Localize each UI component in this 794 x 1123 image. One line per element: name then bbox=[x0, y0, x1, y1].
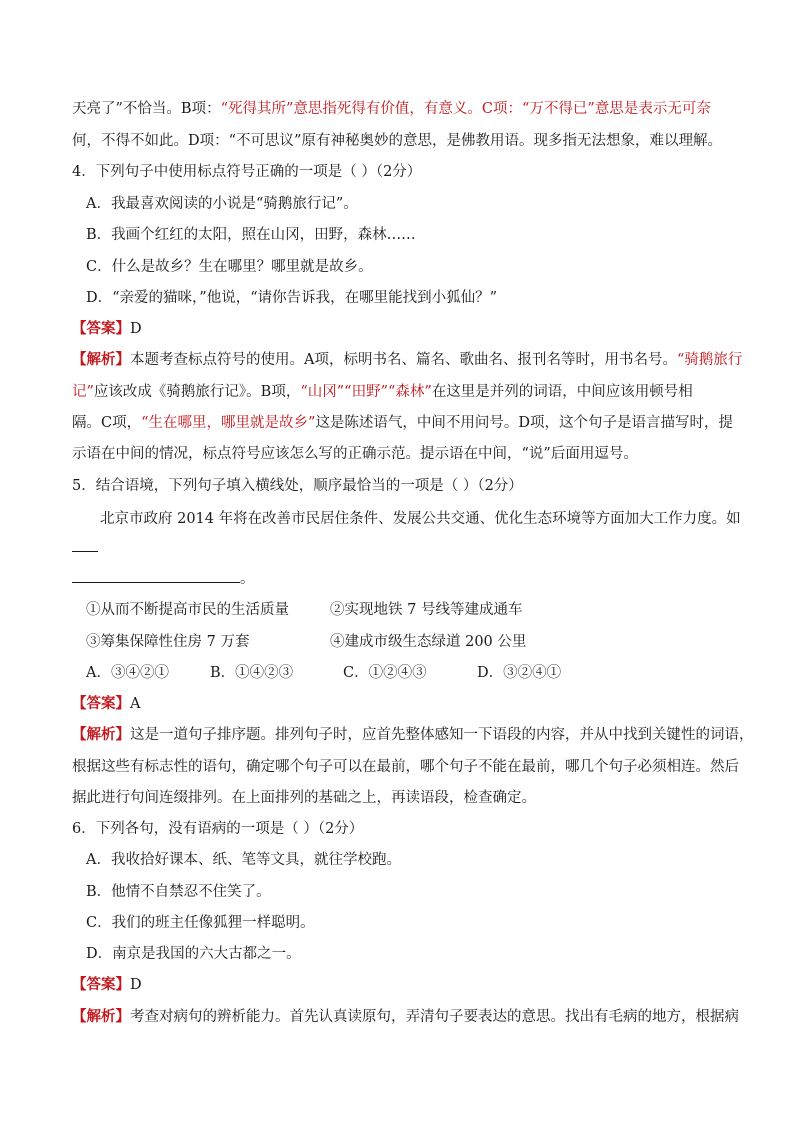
prev-analysis-line-2: 何，不得不如此。D项：“不可思议”原有神秘奥妙的意思，是佛教用语。现多指无法想象，难以理解。 bbox=[72, 133, 722, 149]
answer-value: A bbox=[130, 696, 141, 712]
sentence-item: ③筹集保障性住房 7 万套 bbox=[86, 634, 250, 650]
fill-blank bbox=[72, 568, 240, 583]
q4-option-a: A．我最喜欢阅读的小说是“骑鹅旅行记”。 bbox=[86, 196, 358, 212]
highlight-text: “万不得已”意思是表示无可奈 bbox=[522, 101, 711, 117]
q6-option-c: C．我们的班主任像狐狸一样聪明。 bbox=[86, 915, 315, 931]
sentence-item: ①从而不断提高市民的生活质量 bbox=[86, 602, 289, 618]
q5-blank-line-2 bbox=[72, 568, 732, 590]
q5-analysis-line-2: 根据这些有标志性的语句，确定哪个句子可以在最前，哪个句子不能在最前，哪几个句子必须相连。然后 bbox=[72, 759, 739, 775]
sentence-item: ④建成市级生态绿道 200 公里 bbox=[330, 634, 527, 650]
q5-option-b: B．①④②③ bbox=[210, 665, 294, 681]
q5-blank-line-1 bbox=[72, 537, 732, 559]
answer-label: 【答案】 bbox=[72, 695, 130, 712]
q6-option-d: D．南京是我国的六大古都之一。 bbox=[86, 946, 301, 962]
q4-option-c: C．什么是故乡？生在哪里？哪里就是故乡。 bbox=[86, 259, 373, 275]
prev-analysis-line-1 bbox=[72, 98, 732, 120]
analysis-label: 【解析】 bbox=[72, 351, 130, 368]
text: 这是一道句子排序题。排列句子时，应首先整体感知一下语段的内容，并从中找到关键性的词语， bbox=[130, 727, 754, 743]
q4-stem: 4．下列句子中使用标点符号正确的一项是（ ）（2分） bbox=[72, 164, 422, 180]
q6-answer bbox=[72, 974, 732, 996]
q5-option-a: A．③④②① bbox=[86, 665, 169, 681]
q5-analysis-line-1 bbox=[72, 724, 754, 746]
q4-answer bbox=[72, 318, 732, 340]
text: 天亮了”不恰当。B项： bbox=[72, 101, 221, 117]
q4-analysis-line-4: 示语在中间的情况，标点符号应该怎么写的正确示范。提示语在中间，“说”后面用逗号。 bbox=[72, 446, 638, 462]
text: 考查对病句的辨析能力。首先认真读原句，弄清句子要表达的意思。找出有毛病的地方，根据病 bbox=[130, 1009, 739, 1025]
text: 本题考查标点符号的使用。A项，标明书名、篇名、歌曲名、报刊名等时，用书名号。 bbox=[130, 352, 677, 368]
q6-analysis-line-1 bbox=[72, 1006, 739, 1028]
highlight-text: “骑鹅旅行 bbox=[676, 352, 743, 368]
text: 这是陈述语气，中间不用问号。D项，这个句子是语言描写时，提 bbox=[315, 415, 734, 431]
q6-stem: 6．下列各句，没有语病的一项是（ ）（2分） bbox=[72, 821, 364, 837]
q5-option-c: C．①②④③ bbox=[343, 665, 427, 681]
text: 。 bbox=[240, 571, 255, 587]
q5-analysis-line-3: 据此进行句间连缀排列。在上面排列的基础之上，再读语段，检查确定。 bbox=[72, 790, 536, 806]
analysis-label: 【解析】 bbox=[72, 726, 130, 743]
highlight-text: “山冈”“田野”“森林” bbox=[300, 384, 432, 400]
q5-context: 北京市政府 2014 年将在改善市民居住条件、发展公共交通、优化生态环境等方面加大工作力度。如 bbox=[100, 511, 741, 527]
answer-value: D bbox=[130, 977, 142, 993]
q4-analysis-line-3 bbox=[72, 412, 732, 434]
q5-option-d: D．③②④① bbox=[477, 665, 562, 681]
text: 在这里是并列的词语，中间应该用顿号相 bbox=[431, 384, 693, 400]
answer-label: 【答案】 bbox=[72, 976, 130, 993]
text: 隔。C项， bbox=[72, 415, 142, 431]
sentence-item: ②实现地铁 7 号线等建成通车 bbox=[330, 602, 523, 618]
answer-value: D bbox=[130, 321, 142, 337]
q6-option-b: B．他情不自禁忍不住笑了。 bbox=[86, 884, 271, 900]
highlight-text: 记” bbox=[72, 384, 94, 400]
highlight-text: “生在哪里，哪里就是故乡” bbox=[141, 415, 316, 431]
highlight-text: “死得其所”意思指死得有价值，有意义。C项： bbox=[220, 101, 522, 117]
q6-option-a: A．我收拾好课本、纸、笔等文具，就往学校跑。 bbox=[86, 852, 401, 868]
q4-analysis-line-2 bbox=[72, 381, 732, 403]
answer-label: 【答案】 bbox=[72, 320, 130, 337]
fill-blank bbox=[72, 537, 98, 552]
q4-analysis-line-1 bbox=[72, 349, 743, 371]
q5-answer bbox=[72, 693, 732, 715]
q4-option-b: B．我画个红红的太阳，照在山冈，田野，森林…… bbox=[86, 227, 416, 243]
analysis-label: 【解析】 bbox=[72, 1008, 130, 1025]
q4-option-d: D．“亲爱的猫咪，”他说，“请你告诉我，在哪里能找到小狐仙？” bbox=[86, 290, 498, 306]
q5-stem: 5．结合语境，下列句子填入横线处，顺序最恰当的一项是（ ）（2分） bbox=[72, 478, 523, 494]
text: 应该改成《骑鹅旅行记》。B项， bbox=[93, 384, 301, 400]
